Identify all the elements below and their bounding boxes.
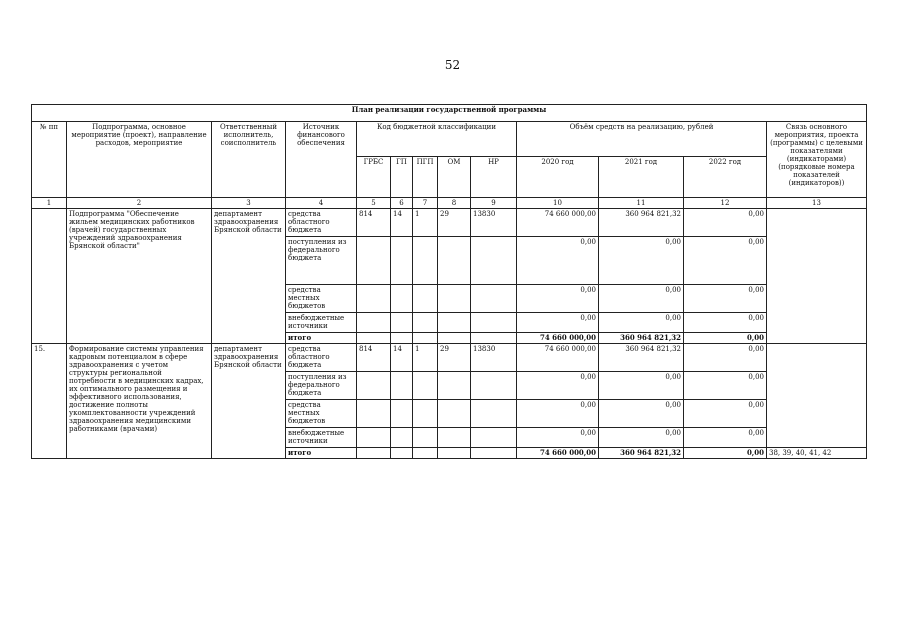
header-pgp: ПГП xyxy=(413,157,438,198)
responsible-executor: департамент здравоохранения Брянской области xyxy=(212,209,286,344)
code-om xyxy=(438,448,471,459)
code-pgp xyxy=(413,400,438,428)
header-source: Источник финансового обеспечения xyxy=(286,122,357,198)
amount-2021: 360 964 821,32 xyxy=(599,209,684,237)
code-om: 29 xyxy=(438,344,471,372)
code-grbs xyxy=(357,285,391,313)
code-pgp xyxy=(413,285,438,313)
code-pgp xyxy=(413,448,438,459)
code-gp xyxy=(391,448,413,459)
header-num: № пп xyxy=(32,122,67,198)
amount-2021: 0,00 xyxy=(599,313,684,333)
col-number: 6 xyxy=(391,198,413,209)
amount-2020: 0,00 xyxy=(517,372,599,400)
col-number: 13 xyxy=(767,198,867,209)
amount-2022: 0,00 xyxy=(684,448,767,459)
indicator-link-empty xyxy=(767,344,867,448)
col-number: 3 xyxy=(212,198,286,209)
code-np xyxy=(471,313,517,333)
code-np: 13830 xyxy=(471,344,517,372)
code-gp xyxy=(391,428,413,448)
table-title: План реализации государственной программы xyxy=(32,105,867,122)
header-om: ОМ xyxy=(438,157,471,198)
header-2021: 2021 год xyxy=(599,157,684,198)
amount-2021: 0,00 xyxy=(599,285,684,313)
amount-2020: 0,00 xyxy=(517,400,599,428)
col-number: 11 xyxy=(599,198,684,209)
amount-2021: 360 964 821,32 xyxy=(599,448,684,459)
code-np xyxy=(471,237,517,285)
header-subprogram: Подпрограмма, основное мероприятие (проект), направление расходов, мероприятие xyxy=(67,122,212,198)
responsible-executor: департамент здравоохранения Брянской области xyxy=(212,344,286,459)
col-number: 1 xyxy=(32,198,67,209)
funding-source: поступления из федерального бюджета xyxy=(286,237,357,285)
header-grbs: ГРБС xyxy=(357,157,391,198)
funding-source: внебюджетные источники xyxy=(286,428,357,448)
code-pgp: 1 xyxy=(413,344,438,372)
amount-2021: 0,00 xyxy=(599,428,684,448)
code-gp: 14 xyxy=(391,344,413,372)
indicator-link xyxy=(767,209,867,344)
code-om xyxy=(438,372,471,400)
code-pgp xyxy=(413,237,438,285)
page-number: 52 xyxy=(444,58,461,72)
code-grbs xyxy=(357,400,391,428)
code-pgp xyxy=(413,428,438,448)
table-row xyxy=(32,344,867,372)
table-row xyxy=(32,209,867,237)
col-number: 5 xyxy=(357,198,391,209)
code-om xyxy=(438,285,471,313)
col-number: 8 xyxy=(438,198,471,209)
amount-2021: 360 964 821,32 xyxy=(599,344,684,372)
code-grbs xyxy=(357,428,391,448)
amount-2020: 0,00 xyxy=(517,237,599,285)
code-np xyxy=(471,372,517,400)
activity-name: Формирование системы управления кадровым потенциалом в сфере здравоохранения с учетом структуры региональной потребности в медицинских кадрах, их оптимального размещения и эффективного использования, достижение полноты укомплектованности учреждений здравоохранения медицинскими работниками (врачами) xyxy=(67,344,212,459)
code-grbs xyxy=(357,313,391,333)
code-grbs xyxy=(357,448,391,459)
code-pgp xyxy=(413,372,438,400)
code-np xyxy=(471,333,517,344)
funding-source: средства местных бюджетов xyxy=(286,285,357,313)
col-number: 10 xyxy=(517,198,599,209)
code-np xyxy=(471,448,517,459)
amount-2020: 74 660 000,00 xyxy=(517,448,599,459)
code-np xyxy=(471,400,517,428)
funding-source: итого xyxy=(286,448,357,459)
amount-2020: 0,00 xyxy=(517,313,599,333)
amount-2021: 0,00 xyxy=(599,400,684,428)
amount-2020: 0,00 xyxy=(517,285,599,313)
code-gp xyxy=(391,237,413,285)
code-om xyxy=(438,333,471,344)
header-responsible: Ответственный исполнитель, соисполнитель xyxy=(212,122,286,198)
code-grbs xyxy=(357,333,391,344)
column-numbers-row xyxy=(32,198,867,209)
amount-2022: 0,00 xyxy=(684,313,767,333)
subprogram-name: Подпрограмма "Обеспечение жильем медицинских работников (врачей) государственных учреждений здравоохранения Брянской области" xyxy=(67,209,212,344)
row-num: 15. xyxy=(32,344,67,459)
col-number: 4 xyxy=(286,198,357,209)
amount-2022: 0,00 xyxy=(684,400,767,428)
amount-2020: 74 660 000,00 xyxy=(517,209,599,237)
code-gp xyxy=(391,333,413,344)
code-gp: 14 xyxy=(391,209,413,237)
code-gp xyxy=(391,285,413,313)
amount-2022: 0,00 xyxy=(684,285,767,313)
row-num xyxy=(32,209,67,344)
code-np xyxy=(471,428,517,448)
amount-2021: 0,00 xyxy=(599,237,684,285)
amount-2020: 74 660 000,00 xyxy=(517,344,599,372)
code-om: 29 xyxy=(438,209,471,237)
header-volume: Объём средств на реализацию, рублей xyxy=(517,122,767,157)
header-link: Связь основного мероприятия, проекта (программы) с целевыми показателями (индикаторами) (порядковые номера показателей (индикаторов)) xyxy=(767,122,867,198)
amount-2020: 74 660 000,00 xyxy=(517,333,599,344)
amount-2022: 0,00 xyxy=(684,372,767,400)
code-gp xyxy=(391,313,413,333)
amount-2022: 0,00 xyxy=(684,344,767,372)
amount-2021: 0,00 xyxy=(599,372,684,400)
code-pgp xyxy=(413,313,438,333)
amount-2022: 0,00 xyxy=(684,237,767,285)
code-gp xyxy=(391,372,413,400)
funding-source: поступления из федерального бюджета xyxy=(286,372,357,400)
funding-source: итого xyxy=(286,333,357,344)
header-budget-code: Код бюджетной классификации xyxy=(357,122,517,157)
table-title-row xyxy=(32,105,867,122)
funding-source: внебюджетные источники xyxy=(286,313,357,333)
col-number: 7 xyxy=(413,198,438,209)
indicator-link: 38, 39, 40, 41, 42 xyxy=(767,448,867,459)
amount-2020: 0,00 xyxy=(517,428,599,448)
implementation-plan-table xyxy=(31,104,867,459)
code-np: 13830 xyxy=(471,209,517,237)
code-om xyxy=(438,400,471,428)
code-om xyxy=(438,237,471,285)
col-number: 2 xyxy=(67,198,212,209)
funding-source: средства областного бюджета xyxy=(286,209,357,237)
header-gp: ГП xyxy=(391,157,413,198)
col-number: 12 xyxy=(684,198,767,209)
code-grbs: 814 xyxy=(357,344,391,372)
header-np: НР xyxy=(471,157,517,198)
col-number: 9 xyxy=(471,198,517,209)
code-grbs xyxy=(357,237,391,285)
header-2020: 2020 год xyxy=(517,157,599,198)
code-grbs: 814 xyxy=(357,209,391,237)
funding-source: средства местных бюджетов xyxy=(286,400,357,428)
code-om xyxy=(438,428,471,448)
code-gp xyxy=(391,400,413,428)
code-pgp: 1 xyxy=(413,209,438,237)
code-om xyxy=(438,313,471,333)
code-pgp xyxy=(413,333,438,344)
header-row-1 xyxy=(32,122,867,157)
amount-2022: 0,00 xyxy=(684,333,767,344)
funding-source: средства областного бюджета xyxy=(286,344,357,372)
code-np xyxy=(471,285,517,313)
code-grbs xyxy=(357,372,391,400)
header-2022: 2022 год xyxy=(684,157,767,198)
amount-2022: 0,00 xyxy=(684,209,767,237)
amount-2021: 360 964 821,32 xyxy=(599,333,684,344)
amount-2022: 0,00 xyxy=(684,428,767,448)
